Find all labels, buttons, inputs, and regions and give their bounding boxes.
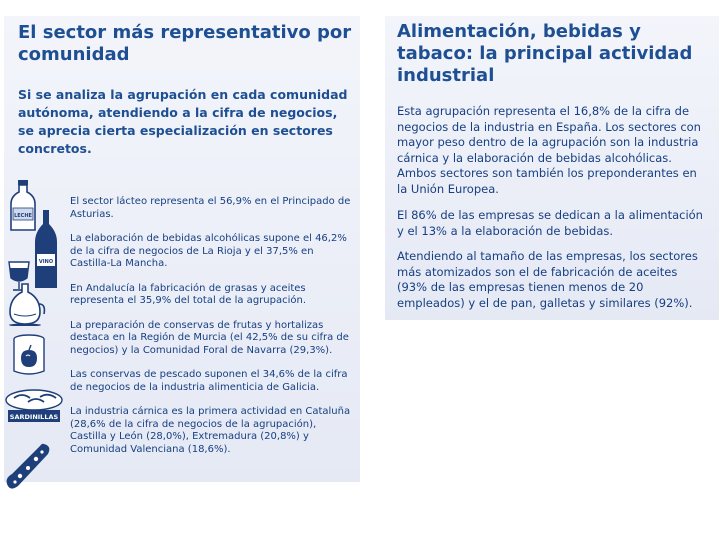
fact-item-meat: La industria cárnica es la primera actividad en Cataluña (28,6% de la cifra de negocios de la agrupación), Castilla y León (28,0%), Extremadura (20,8%) y Comunidad Valenciana (18,6%). (70, 406, 351, 455)
sector-icons (4, 176, 64, 496)
oil-jug-icon (6, 280, 46, 326)
right-panel (385, 16, 719, 320)
fact-item-oils: En Andalucía la fabricación de grasas y aceites representa el 35,9% del total de la agrupación. (70, 282, 306, 306)
fruit-can-icon (12, 334, 46, 376)
left-panel-title: El sector más representativo por comunidad (18, 22, 352, 65)
sardine-tin-icon (4, 388, 64, 424)
fact-item-dairy: El sector lácteo representa el 56,9% en el Principado de Asturias. (70, 196, 351, 220)
sausage-icon (4, 440, 54, 492)
wine-bottle-label: VINO (38, 259, 54, 265)
right-paragraph-companies: El 86% de las empresas se dedican a la alimentación y el 13% a la elaboración de bebidas. (397, 208, 703, 238)
sector-facts-list (70, 196, 355, 468)
sardine-tin-label: SARDINILLAS (9, 413, 59, 421)
fact-item-fish-preserves: Las conservas de pescado suponen el 34,6% de la cifra de negocios de la industria alimenticia de Galicia. (70, 369, 348, 393)
left-panel (4, 16, 360, 482)
fact-item-fruit-preserves: La preparación de conservas de frutas y hortalizas destaca en la Región de Murcia (el 42,5% de su cifra de negocios) y la Comunidad Foral de Navarra (29,3%). (70, 319, 349, 356)
right-panel-title: Alimentación, bebidas y tabaco: la principal actividad industrial (397, 21, 693, 86)
left-panel-lead: Si se analiza la agrupación en cada comunidad autónoma, atendiendo a la cifra de negocios, se aprecia cierta especialización en sectores concretos. (18, 87, 348, 156)
wine-bottle-icon (32, 210, 62, 290)
right-paragraph-share: Esta agrupación representa el 16,8% de la cifra de negocios de la industria en España. Los sectores con mayor peso dentro de la agrupación son la industria cárnica y la elaboración de bebidas alcohólicas. Ambos sectores son también los preponderantes en la Unión Europea. (397, 104, 701, 196)
milk-bottle-label: LECHE (14, 213, 32, 219)
right-paragraph-size: Atendiendo al tamaño de las empresas, los sectores más atomizados son el de fabricación de aceites (93% de las empresas tienen menos de 20 empleados) y el de pan, galletas y similares (92%). (397, 249, 698, 310)
fact-item-alcohol: La elaboración de bebidas alcohólicas supone el 46,2% de la cifra de negocios de La Rioja y el 37,5% en Castilla-La Mancha. (70, 233, 347, 269)
